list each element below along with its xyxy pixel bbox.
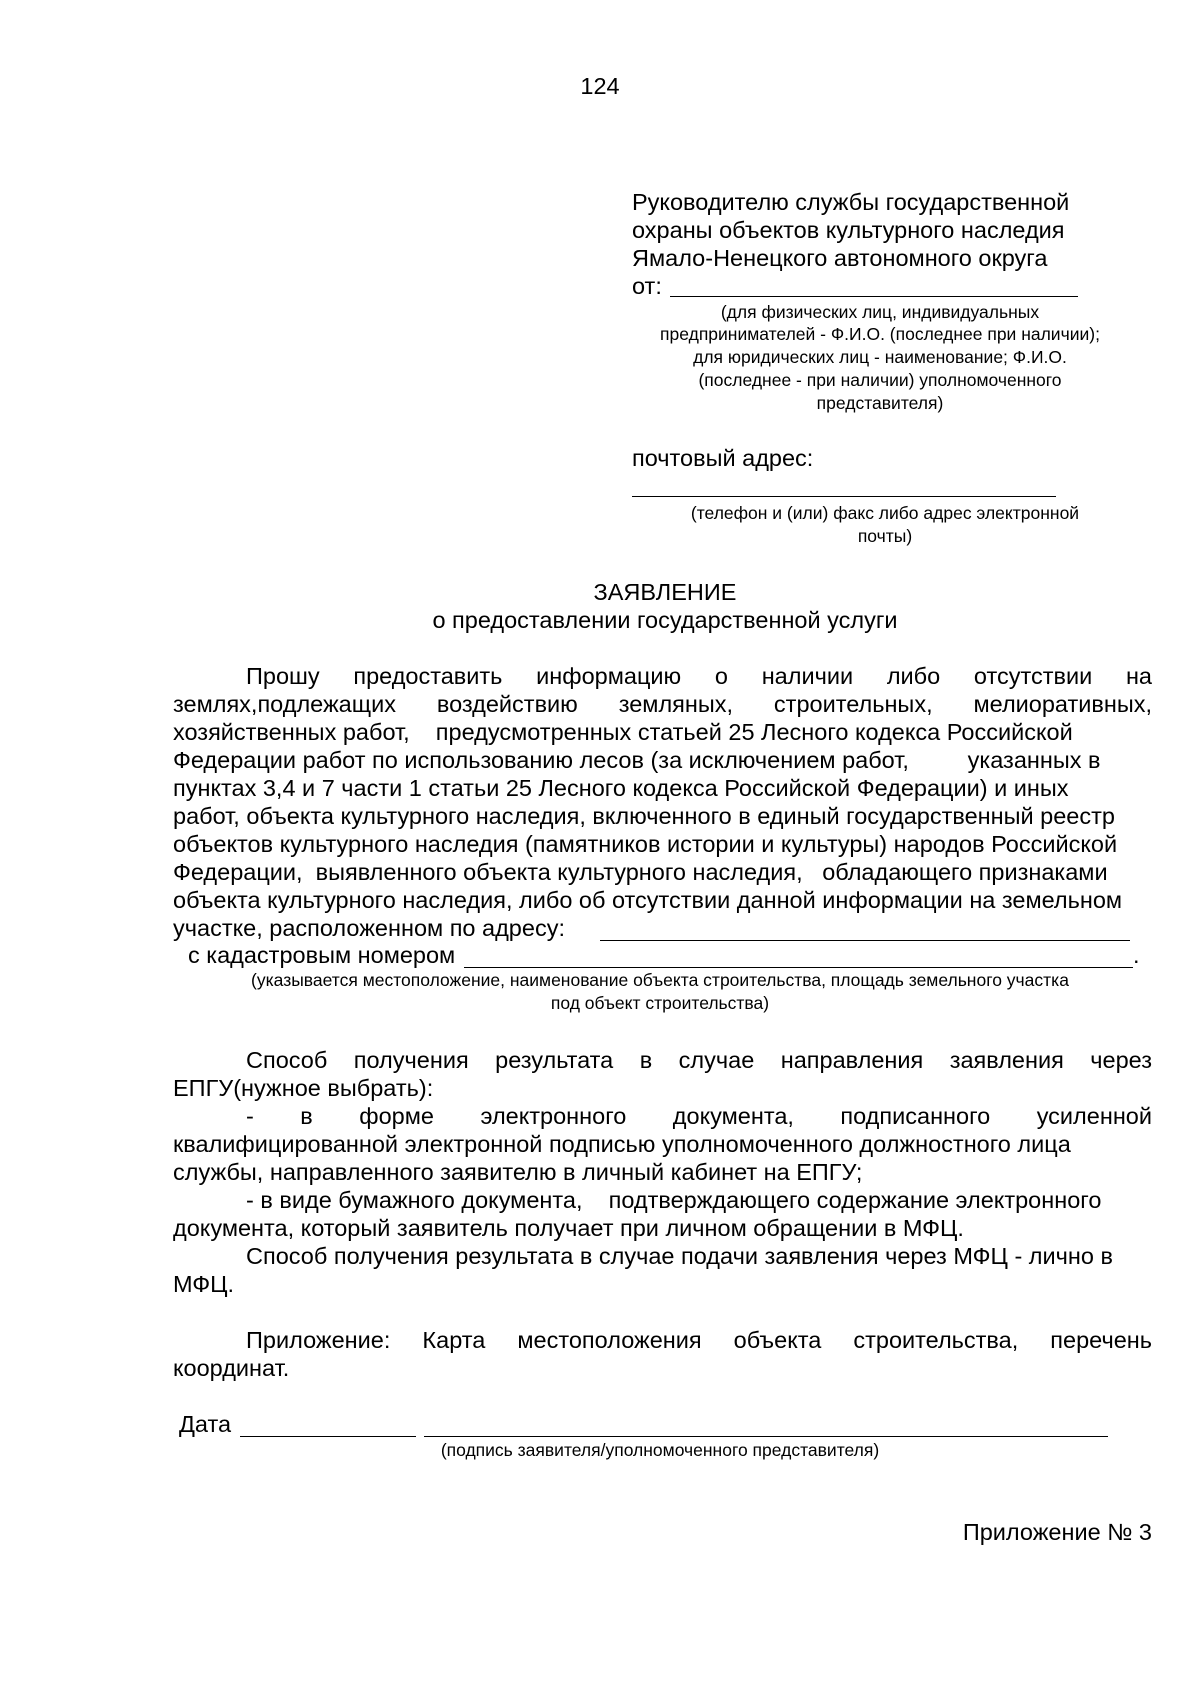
request-line-7: объектов культурного наследия (памятников истории и культуры) народов Российской <box>173 831 1118 857</box>
addressee-line-1: Руководителю службы государственной <box>632 189 1070 215</box>
date-label: Дата <box>179 1411 232 1437</box>
appendix-label: Приложение № 3 <box>962 1519 1152 1545</box>
method-mfc-line-2: МФЦ. <box>173 1271 235 1297</box>
request-line-9: объекта культурного наследия, либо об отсутствии данной информации на земельном <box>173 887 1123 913</box>
from-hint-2: предпринимателей - Ф.И.О. (последнее при наличии); <box>660 324 1100 344</box>
address-label: участке, расположенном по адресу: <box>173 915 565 941</box>
cadastral-number-field[interactable] <box>464 941 1133 968</box>
request-line-1: Прошу предоставить информацию о наличии либо отсутствии на <box>246 663 1152 689</box>
method-option-1-line-2: квалифицированной электронной подписью уполномоченного должностного лица <box>173 1131 1071 1157</box>
document-title: ЗАЯВЛЕНИЕ <box>593 579 737 605</box>
method-line-2: ЕПГУ(нужное выбрать): <box>173 1075 434 1101</box>
land-address-field[interactable] <box>600 914 1130 941</box>
method-line-1: Способ получения результата в случае направления заявления через <box>246 1047 1152 1073</box>
cadastral-label: с кадастровым номером <box>188 942 456 968</box>
request-line-2: землях,подлежащих воздействию земляных, строительных, мелиоративных, <box>173 691 1152 717</box>
attachment-line-2: координат. <box>173 1355 290 1381</box>
addressee-line-3: Ямало-Ненецкого автономного округа <box>632 245 1048 271</box>
request-line-8: Федерации, выявленного объекта культурного наследия, обладающего признаками <box>173 859 1108 885</box>
signature-hint: (подпись заявителя/уполномоченного представителя) <box>440 1440 880 1460</box>
contact-hint-1: (телефон и (или) факс либо адрес электронной <box>690 503 1080 523</box>
contact-hint-2: почты) <box>857 526 913 546</box>
addressee-line-2: охраны объектов культурного наследия <box>632 217 1065 243</box>
from-hint-5: представителя) <box>816 393 944 413</box>
method-mfc-line-1: Способ получения результата в случае подачи заявления через МФЦ - лично в <box>246 1243 1113 1269</box>
postal-address-field[interactable] <box>632 474 1056 497</box>
from-label: от: <box>632 273 662 299</box>
method-option-2-line-1: - в виде бумажного документа, подтверждающего содержание электронного <box>246 1187 1102 1213</box>
attachment-line-1: Приложение: Карта местоположения объекта строительства, перечень <box>246 1327 1152 1353</box>
from-field[interactable] <box>670 272 1078 297</box>
request-line-6: работ, объекта культурного наследия, включенного в единый государственный реестр <box>173 803 1115 829</box>
from-hint-3: для юридических лиц - наименование; Ф.И.О. <box>693 347 1067 367</box>
page-number: 124 <box>580 73 620 99</box>
method-option-1-line-3: службы, направленного заявителю в личный кабинет на ЕПГУ; <box>173 1159 863 1185</box>
postal-label: почтовый адрес: <box>632 445 814 471</box>
signature-field[interactable] <box>424 1410 1108 1437</box>
from-hint-4: (последнее - при наличии) уполномоченного <box>698 370 1062 390</box>
document-subtitle: о предоставлении государственной услуги <box>432 607 898 633</box>
from-hint-1: (для физических лиц, индивидуальных <box>720 302 1040 322</box>
date-field[interactable] <box>240 1410 416 1437</box>
request-line-5: пунктах 3,4 и 7 части 1 статьи 25 Лесного кодекса Российской Федерации) и иных <box>173 775 1069 801</box>
location-hint-2: под объект строительства) <box>550 993 770 1013</box>
cadastral-end: . <box>1133 942 1140 968</box>
method-option-2-line-2: документа, который заявитель получает при личном обращении в МФЦ. <box>173 1215 964 1241</box>
location-hint-1: (указывается местоположение, наименование объекта строительства, площадь земельного участка <box>251 970 1069 990</box>
request-line-3: хозяйственных работ, предусмотренных статьей 25 Лесного кодекса Российской <box>173 719 1073 745</box>
method-option-1-line-1: - в форме электронного документа, подписанного усиленной <box>246 1103 1152 1129</box>
request-line-4: Федерации работ по использованию лесов (за исключением работ, указанных в <box>173 747 1101 773</box>
